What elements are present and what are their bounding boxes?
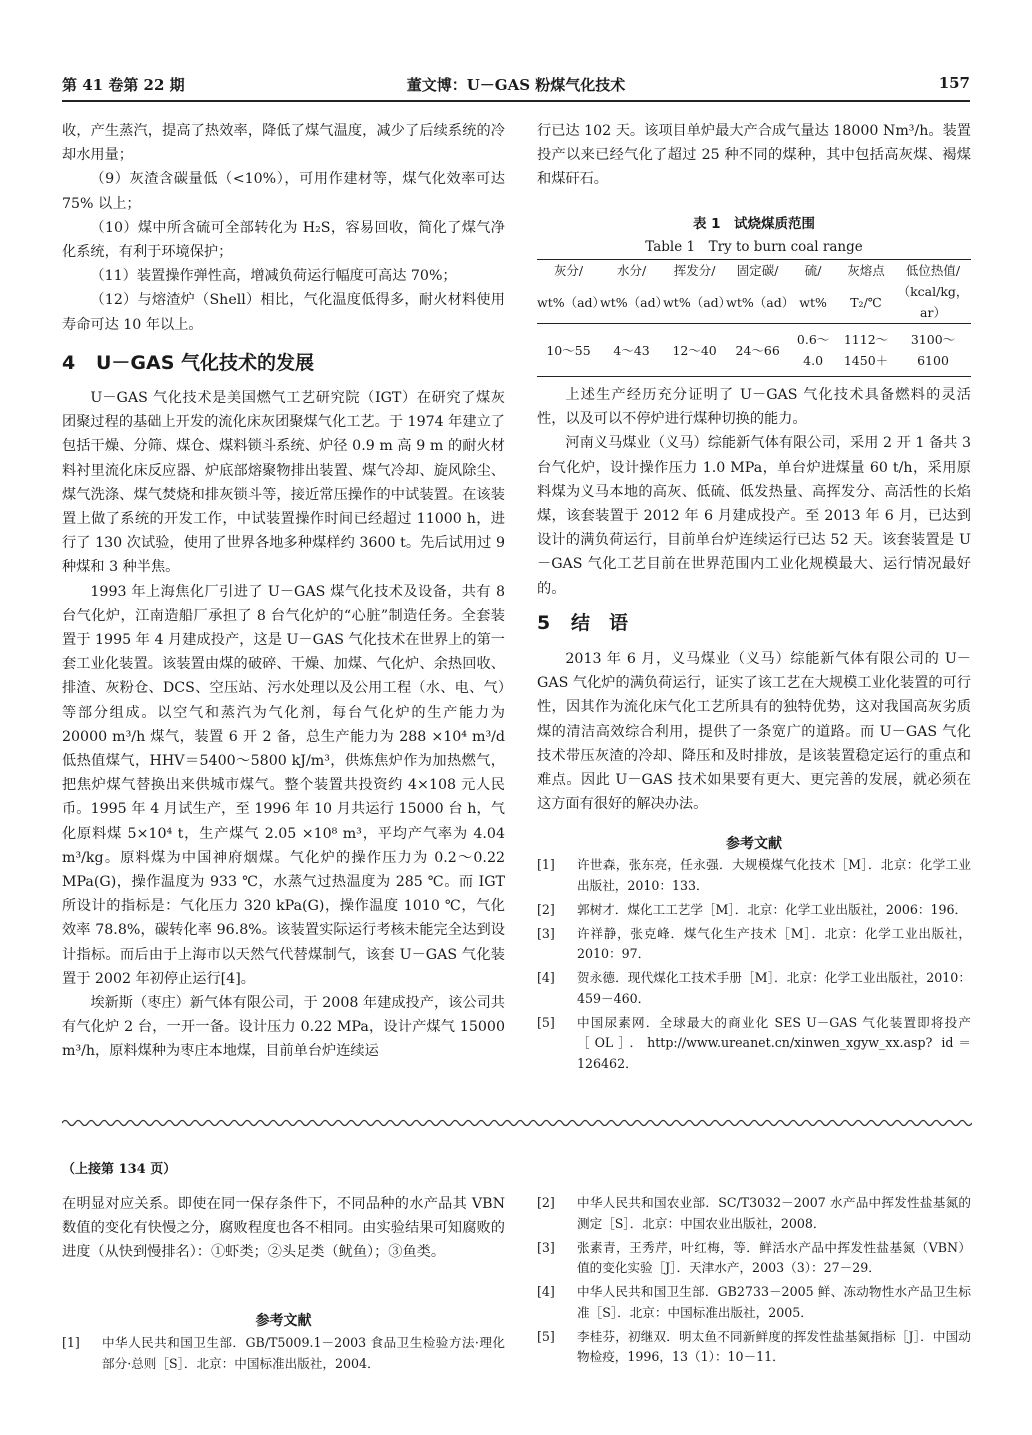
reference-list-bottom-left [62,1333,505,1378]
table-header-unit: T₂/℃ [837,281,895,324]
conclusion [537,647,971,816]
ref-text: 中华人民共和国卫生部．GB/T5009.1－2003 食品卫生检验方法·理化部分·总则［S］．北京：中国标准出版社，2004． [102,1335,505,1371]
journal-issue: 第 41 卷第 22 期 [62,76,185,94]
ref-text: 中国尿素网．全球最大的商业化 SES U－GAS 气化装置即将投产［OL］．http://www.ureanet.cn/xinwen_xgyw_xx.asp? id＝126462． [577,1014,971,1071]
continued-paragraph [62,1192,505,1265]
paragraph: 收，产生蒸汽，提高了热效率，降低了煤气温度，减少了后续系统的冷却水用量； [62,123,505,164]
list-item: （12）与熔渣炉（Shell）相比，气化温度低得多，耐火材料使用寿命可达 10 年以上。 [62,292,505,333]
reference-list-bottom-right [537,1193,971,1371]
right-column-body [537,383,971,601]
wave-divider [62,1116,972,1130]
references-heading: 参考文献 [726,836,782,852]
table-header-unit: wt% [789,281,837,324]
table-header-unit: wt%（ad） [537,281,600,324]
coal-range-table [537,259,971,377]
ref-text: 郭树才．煤化工工艺学［M］．北京：化学工业出版社，2006：196． [577,901,968,917]
ref-number: [2] [537,1195,555,1210]
table-header: 挥发分/ [663,260,726,282]
ref-number: [5] [537,1328,555,1344]
table-cell: 0.6～4.0 [789,324,837,377]
references-heading-bottom: 参考文献 [255,1313,312,1329]
ref-text: 张素青，王秀芹，叶红梅，等．鲜活水产品中挥发性盐基氮（VBN）值的变化实验［J］．天津水产，2003（3）：27－29． [577,1239,971,1275]
running-title: 董文博：U－GAS 粉煤气化技术 [406,76,626,94]
reference-item [62,1333,505,1374]
ref-number: [1] [62,1335,80,1350]
reference-item [537,1193,971,1234]
table-caption-cn: 表 1 试烧煤质范围 [692,216,816,232]
reference-item [537,900,971,921]
paragraph: 2013 年 6 月，义马煤业（义马）综能新气体有限公司的 U－GAS 气化炉的满负荷运行，证实了该工艺在大规模工业化装置的可行性，因其作为流化床气化工艺所具有的独特优势，这对我国高灰劣质煤的清洁高效综合利用，提供了一条宽广的道路。而 U－GAS 气化技术带压灰渣的冷却、降压和及时排放，是该装置稳定运行的重点和难点。因此 U－GAS 技术如果要有更大、更完善的发展，就必须在这方面有很好的解决办法。 [537,651,971,813]
section-title: U－GAS 气化技术的发展 [96,352,315,374]
list-item: （11）装置操作弹性高，增减负荷运行幅度可高达 70%； [90,268,457,285]
ref-text: 许世森，张东亮，任永强．大规模煤气化技术［M］．北京：化学工业出版社，2010：133． [577,857,971,893]
table-header: 固定碳/ [726,260,789,282]
table-header: 硫/ [789,260,837,282]
right-column-top [537,119,971,192]
table-cell: 24～66 [726,324,789,377]
ref-number: [3] [537,1239,555,1255]
ref-number: [1] [537,857,555,872]
reference-item [537,924,971,965]
left-column-body [62,386,505,1064]
reference-item [537,1013,971,1075]
section-title: 结 语 [571,612,629,634]
paragraph: 上述生产经历充分证明了 U－GAS 气化技术具备燃料的灵活性，以及可以不停炉进行煤种切换的能力。 [537,387,971,428]
table-header: 水分/ [600,260,663,282]
ref-text: 许祥静，张克峰．煤气化生产技术［M］．北京：化学工业出版社，2010：97． [577,925,971,961]
ref-number: [2] [537,901,555,917]
section-heading-5 [537,608,628,635]
header-rule [62,100,970,102]
table-row [537,324,971,377]
page-number: 157 [938,74,970,92]
paragraph: U－GAS 气化技术是美国燃气工艺研究院（IGT）在研究了煤灰团聚过程的基础上开发的流化床灰团聚煤气化工艺。于 1974 年建立了包括干燥、分筛、煤仓、煤料锁斗系统、炉径 0.9 m 高 9 m 的耐火材料衬里流化床反应器、炉底部熔聚物排出装置、煤气冷却、旋风除尘、煤气洗涤、煤气焚烧和排灰锁斗等，接近常压操作的中试装置。在该装置上做了系统的开发工作，中试装置操作时间已经超过 11000 h，进行了 130 次试验，使用了世界各地多种煤样约 3600 t。先后试用过 9 种煤和 3 种半焦。 [62,390,505,576]
paragraph: 在明显对应关系。即使在同一保存条件下，不同品种的水产品其 VBN 数值的变化有快慢之分，腐败程度也各不相同。由实验结果可知腐败的进度（从快到慢排名）：①虾类；②头足类（鱿鱼）；③鱼类。 [62,1196,505,1261]
table-cell: 1112～1450＋ [837,324,895,377]
paragraph: 行已达 102 天。该项目单炉最大产合成气量达 18000 Nm³/h。装置投产以来已经气化了超过 25 种不同的煤种，其中包括高灰煤、褐煤和煤矸石。 [537,123,971,188]
paragraph: 1993 年上海焦化厂引进了 U－GAS 煤气化技术及设备，共有 8 台气化炉，江南造船厂承担了 8 台气化炉的“心脏”制造任务。全套装置于 1995 年 4 月建成投产，这是 U－GAS 气化技术在世界上的第一套工业化装置。该装置由煤的破碎、干燥、加煤、气化炉、余热回收、排渣、灰粉仓、DCS、空压站、污水处理以及公用工程（水、电、气）等部分组成。以空气和蒸汽为气化剂，每台气化炉的生产能力为 20000 m³/h 煤气，装置 6 开 2 备，总生产能力为 288 ×10⁴ m³/d 低热值煤气，HHV＝5400～5800 kJ/m³，供炼焦炉作为加热燃气，把焦炉煤气替换出来供城市煤气。整个装置共投资约 4×108 元人民币。1995 年 4 月试生产，至 1996 年 10 月共运行 15000 台 h，气化原料煤 5×10⁴ t，生产煤气 2.05 ×10⁸ m³，平均产气率为 4.04 m³/kg。原料煤为中国神府烟煤。气化炉的操作压力为 0.2～0.22 MPa(G)，操作温度为 933 ℃，水蒸气过热温度为 285 ℃。而 IGT 所设计的指标是：气化压力 320 kPa(G)，操作温度 1010 ℃，气化效率 78.8%，碳转化率 96.8%。该装置实际运行考核未能完全达到设计指标。而后由于上海市以天然气代替煤制气，该套 U－GAS 气化装置于 2002 年初停止运行[4]。 [62,583,505,987]
table-caption-en: Table 1 Try to burn coal range [645,239,863,255]
table-header-unit: （kcal/kg，ar） [895,281,971,324]
table-header-unit: wt%（ad） [600,281,663,324]
reference-item [537,855,971,896]
section-heading-4 [62,348,314,375]
ref-number: [4] [537,970,555,985]
reference-list [537,855,971,1078]
ref-text: 中华人民共和国卫生部．GB2733－2005 鲜、冻动物性水产品卫生标准［S］．北京：中国标准出版社，2005． [577,1284,971,1320]
table-cell: 12～40 [663,324,726,377]
reference-item [537,968,971,1009]
table-header: 灰分/ [537,260,600,282]
ref-number: [4] [537,1284,555,1299]
reference-item [537,1238,971,1279]
reference-item [537,1282,971,1323]
table-cell: 4～43 [600,324,663,377]
table-header-unit: wt%（ad） [663,281,726,324]
section-number: 4 [62,352,76,374]
ref-text: 贺永德．现代煤化工技术手册［M］．北京：化学工业出版社，2010：459－460． [577,970,971,1006]
table-cell: 10～55 [537,324,600,377]
table-header: 灰熔点 [837,260,895,282]
ref-text: 李桂芬，初继双．明太鱼不同新鲜度的挥发性盐基氮指标［J］．中国动物检疫，1996，13（1）：10－11． [577,1328,971,1364]
continued-note: （上接第 134 页） [62,1162,177,1177]
left-column-top [62,119,505,337]
list-item: （10）煤中所含硫可全部转化为 H₂S，容易回收，简化了煤气净化系统，有利于环境保护； [62,219,505,261]
table-header-unit: wt%（ad） [726,281,789,324]
section-number: 5 [537,612,551,634]
ref-number: [3] [537,925,555,941]
ref-number: [5] [537,1014,555,1030]
table-header: 低位热值/ [895,260,971,282]
table-cell: 3100～6100 [895,324,971,377]
paragraph: 河南义马煤业（义马）综能新气体有限公司，采用 2 开 1 备共 3 台气化炉，设计操作压力 1.0 MPa，单台炉进煤量 60 t/h，采用原料煤为义马本地的高灰、低硫、低发热量、高挥发分、高活性的长焰煤，该套装置于 2012 年 6 月建成投产。至 2013 年 6 月，已达到设计的满负荷运行，目前单台炉连续运行已达 52 天。该套装置是 U－GAS 气化工艺目前在世界范围内工业化规模最大、运行情况最好的。 [537,435,971,597]
paragraph: 埃新斯（枣庄）新气体有限公司，于 2008 年建成投产，该公司共有气化炉 2 台，一开一备。设计压力 0.22 MPa，设计产煤气 15000 m³/h，原料煤种为枣庄本地煤，目前单台炉连续运 [62,995,505,1060]
list-item: （9）灰渣含碳量低（<10%），可用作建材等，煤气化效率可达 75% 以上； [62,171,505,212]
reference-item [537,1327,971,1368]
ref-text: 中华人民共和国农业部．SC/T3032－2007 水产品中挥发性盐基氮的测定［S］．北京：中国农业出版社，2008． [577,1195,971,1231]
